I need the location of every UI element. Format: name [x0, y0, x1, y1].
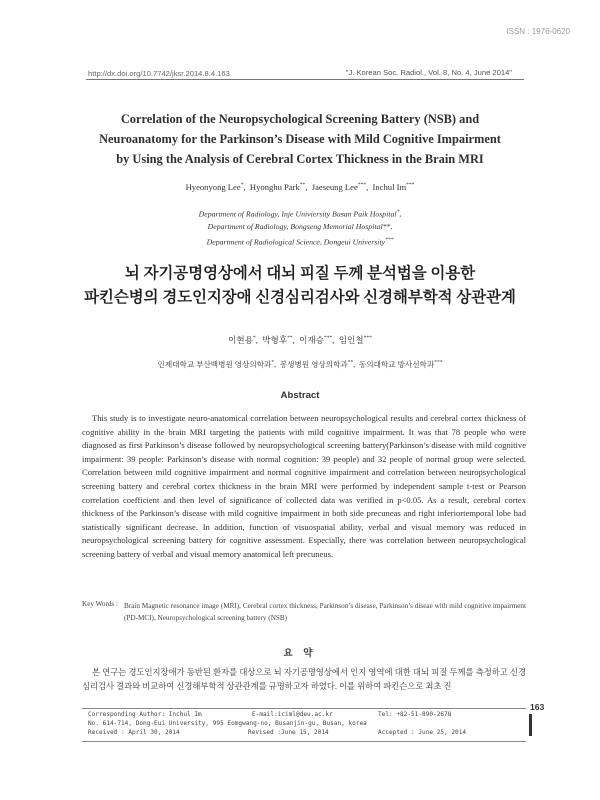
page-edge-bar — [529, 714, 532, 736]
author-mark: * — [240, 182, 244, 189]
footnote-row — [88, 729, 524, 738]
page-number: 163 — [530, 702, 545, 712]
korean-title-line-1: 뇌 자기공명영상에서 대뇌 피질 두께 분석법을 이용한 — [124, 265, 476, 282]
korean-author-list: 이현용*, 박형후**, 이재승***, 임인철*** — [228, 335, 372, 345]
issn: ISSN : 1976-0620 — [506, 27, 570, 36]
affiliation-line: Department of Radiology, Bongseng Memorial Hospital**, — [207, 222, 393, 232]
korean-abstract-body: 본 연구는 경도인지장애가 동반된 환자를 대상으로 뇌 자기공명영상에서 인지 영역에 대한 대뇌 피질 두께를 측정하고 신경심리검사 결과와 비교하여 신경해부학적 상관관계를 규명하고자 하였다. 이를 위하여 파킨슨으로 최초 진 — [82, 668, 526, 691]
corresponding-author: Corresponding Author: Inchul Im — [88, 711, 202, 718]
affiliation-line: Department of Radiology, Inje Univiersity Busan Paik Hospital*, — [198, 209, 402, 219]
header-rule — [86, 79, 524, 80]
doi-link[interactable]: http://dx.doi.org/10.7742/jksr.2014.8.4.163 — [88, 69, 230, 78]
revised-date: Revised :June 15, 2014 — [248, 729, 329, 736]
title-line-1: Correlation of the Neuropsychological Screening Battery (NSB) and — [120, 112, 480, 126]
journal-citation: "J. Korean Soc. Radiol., Vol. 8, No. 4, June 2014" — [345, 68, 512, 77]
author-name: Hyonghu Park — [249, 182, 300, 192]
author-name: Jaeseung Lee — [311, 182, 358, 192]
author-mark: *** — [357, 182, 367, 189]
keywords-label: Key Words : — [82, 600, 119, 608]
address: No. 614-714, Dong-Eui University, 995 Eomgwang-no, Busanjin-gu, Busan, korea — [88, 720, 367, 727]
footnote-row — [88, 720, 524, 729]
footnote-row — [88, 711, 524, 720]
keywords-text: Brain Magnetic resonance image (MRI), Cerebral cortex thickness, Parkinson’s disease, Parkinson’s diseae with mild cognitive impairment (PD-MCI), Neuropsychological screening battery (NSB) — [124, 602, 526, 622]
affiliation-line: Department of Radiological Science, Dongeui University*** — [206, 236, 394, 247]
korean-title — [40, 262, 560, 310]
author-mark: *** — [406, 182, 415, 189]
email[interactable]: E-mail:iciml@deu.ac.kr — [252, 711, 333, 718]
korean-abstract-heading: 요 약 — [283, 648, 317, 659]
korean-title-line-2: 파킨슨병의 경도인지장애 신경심리검사와 신경해부학적 상관관계 — [84, 289, 516, 306]
abstract-body: This study is to investigate neuro-anatomical correlation between neuropsychological results and cerebral cortex thickness of cognitive ability in the brain MRI targeting the patients with mild cognitive impairment. It was that 78 people who were diagnosed as first Parkinson’s disease followed by neuropsychological screening battery(Parkinson’s disease with mild cognitive impairment: 39 people: Parkinson’s disease with normal cognition: 39 people) and 32 people of normal group were selected. Correlation between mild cognitive impairment and normal cognitive impairment and correlation between neuropsychological screening battery and cerebral cortex thickness in the brain MRI were performed by independent sample t-test or Pearson correlation coefficient and then level of significance of collected data was verified in p<0.05. As a result, cerebral cortex thickness of the Parkinson’s disease with mild cognitive impairment in both side precuneas and right inferiortemporal lobe had statistically significant decrease. In addition, function of visuospatial ability, verbal and visual memory was reduced in neuropsychological screening battery for cognitive assessment. Especially, there was correlation between neuropsychological screening battery of verbal and visual memory anatomical left precuneus. — [82, 413, 526, 559]
affiliations — [60, 206, 540, 249]
author-name: Hyeonyong Lee — [185, 182, 241, 192]
footnote-box — [82, 708, 526, 742]
paper-title — [60, 109, 540, 169]
received-date: Received : April 30, 2014 — [88, 729, 180, 736]
author-mark: ** — [299, 182, 306, 189]
title-line-2: Neuroanatomy for the Parkinson’s Disease with Mild Cognitive Impairment — [99, 132, 501, 146]
korean-affiliations: 인제대학교 부산백병원 영상의학과*, 봉생병원 영상의학과**, 동의대학교 방사선학과*** — [157, 359, 443, 369]
author-list: Hyeonyong Lee*, Hyonghu Park**, Jaeseung Lee***, Inchul Im*** — [185, 182, 415, 192]
author-name: Inchul Im — [372, 182, 407, 192]
accepted-date: Accepted : June 25, 2014 — [378, 729, 467, 736]
telephone: Tel: +82-51-890-2678 — [378, 711, 452, 718]
abstract-heading: Abstract — [280, 390, 320, 401]
title-line-3: by Using the Analysis of Cerebral Cortex Thickness in the Brain MRI — [116, 152, 484, 166]
